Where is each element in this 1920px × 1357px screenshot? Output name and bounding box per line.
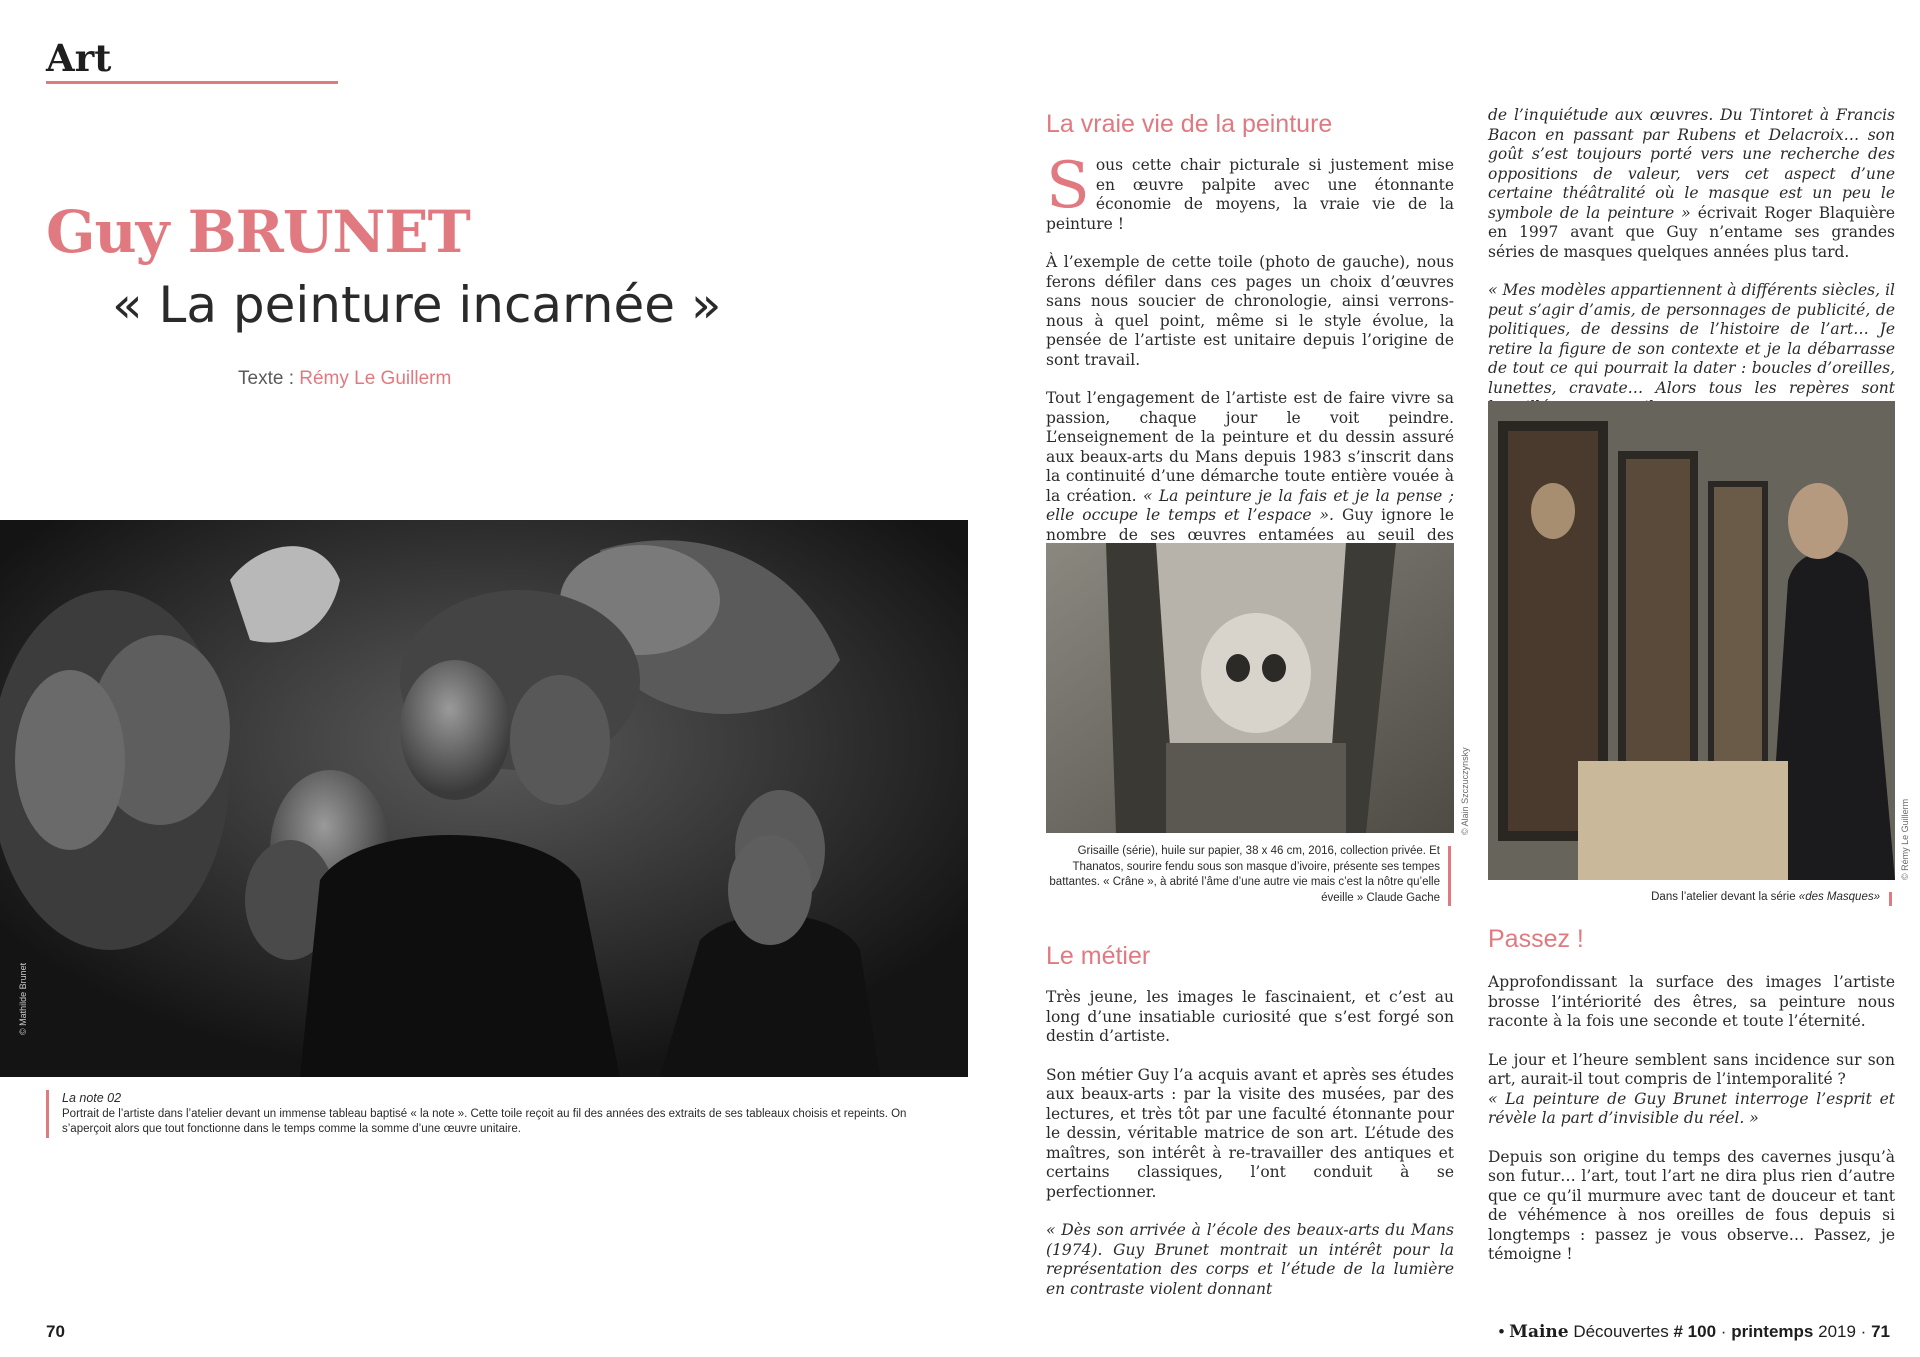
column-2-top <box>1488 106 1895 437</box>
paragraph-3: Tout l’engagement de l’artiste est de faire vivre sa passion, chaque jour le voit peindre. L’enseignement de la peinture et du dessin assuré aux beaux-arts du Mans depuis 1983 s’inscrit dans la continuité d’une démarche toute entière vouée à la création. « La peinture je la fais et je la pense ; elle occupe le temps et l’espace ». Guy ignore le nombre de ses œuvres entamées au seuil des <box>1046 389 1454 544</box>
photo-atelier <box>1488 401 1895 880</box>
heading-vraie-vie: La vraie vie de la peinture <box>1046 110 1333 138</box>
column-1-bottom <box>1046 988 1454 1318</box>
footer-mag: Découvertes <box>1573 1322 1669 1341</box>
article-headline: Guy BRUNET <box>46 198 470 266</box>
paragraph-10: Le jour et l’heure semblent sans incidence sur son art, aurait-il tout compris de l’intemporalité ? « La peinture de Guy Brunet interroge l’esprit et révèle la part d’invisible du réel. » <box>1488 1050 1895 1127</box>
main-photo-image <box>0 520 968 1077</box>
main-photo-caption-text: Portrait de l’artiste dans l’atelier devant un immense tableau baptisé « la note ». Cette toile reçoit au fil des années des extraits de ses tableaux choisis et repeints. On s’aperçoit alors que tout fonctionne dans le temps comme la somme d’une œuvre unitaire. <box>62 1107 907 1136</box>
photo-atelier-credit: © Rémy Le Guillerm <box>1900 798 1910 880</box>
article-subtitle: « La peinture incarnée » <box>112 276 722 334</box>
page-number-left: 70 <box>46 1322 65 1341</box>
byline <box>238 368 451 390</box>
paragraph-6: « Dès son arrivée à l’école des beaux-arts du Mans (1974). Guy Brunet montrait un intérêt pour la représentation des corps et l’étude de la lumière en contraste violent donnant <box>1046 1221 1454 1298</box>
photo-grisaille-credit: © Alain Szczuczynsky <box>1460 747 1470 835</box>
paragraph-2: À l’exemple de cette toile (photo de gauche), nous ferons défiler dans ces pages un choix d’œuvres sans nous soucier de chronologie, ainsi verrons-nous à quel point, même si le style évolue, la pensée de l’artiste est unitaire depuis l’origine de sont travail. <box>1046 253 1454 369</box>
footer-year: 2019 <box>1818 1322 1856 1341</box>
main-photo-caption <box>46 1090 912 1138</box>
section-rule <box>46 81 338 84</box>
byline-author: Rémy Le Guillerm <box>299 368 452 389</box>
main-photo <box>0 520 968 1077</box>
footer-brand: Maine <box>1509 1322 1569 1342</box>
paragraph-9: Approfondissant la surface des images l’artiste brosse l’intériorité des êtres, sa peinture nous raconte à la fois une seconde et toute l’éternité. <box>1488 973 1895 1030</box>
heading-metier: Le métier <box>1046 942 1151 970</box>
caption-accent-bar <box>1448 846 1451 906</box>
photo-atelier-caption: Dans l’atelier devant la série «des Masques» <box>1651 891 1880 903</box>
heading-passez: Passez ! <box>1488 925 1584 953</box>
photo-grisaille <box>1046 543 1454 833</box>
photo-atelier-image <box>1488 401 1895 880</box>
footer-right: • Maine Découvertes # 100 · printemps 2019 · 71 <box>1498 1322 1890 1342</box>
footer-issue: # 100 <box>1673 1322 1717 1341</box>
photo-grisaille-caption: Grisaille (série), huile sur papier, 38 x 46 cm, 2016, collection privée. Et Thanatos, sourire fendu sous son masque d’ivoire, présente ses tempes battantes. « Crâne », à abrité l’âme d’une autre vie mais c’est la nôtre qu’elle éveille » Claude Gache <box>1049 845 1440 904</box>
caption-accent-bar <box>1889 892 1892 906</box>
main-photo-credit: © Mathilde Brunet <box>18 962 28 1035</box>
section-title: Art <box>46 36 112 80</box>
main-photo-caption-title: La note 02 <box>62 1091 122 1105</box>
photo-grisaille-image <box>1046 543 1454 833</box>
byline-label: Texte : <box>238 368 300 389</box>
drop-cap: S <box>1046 149 1090 223</box>
paragraph-4: Très jeune, les images le fascinaient, et c’est au long d’une insatiable curiosité que s’est forgé son destin d’artiste. <box>1046 988 1454 1045</box>
footer-season: printemps <box>1731 1322 1814 1341</box>
paragraph-8: « Mes modèles appartiennent à différents siècles, il peut s’agir d’amis, de personnages de publicité, de politiques, de dessins de l’histoire de l’art… Je retire la figure de son contexte et je la débarrasse de tout ce qui pourrait la dater : boucles d’oreilles, lunettes, cravate… Alors tous les repères sont <box>1488 281 1895 397</box>
column-2-bottom <box>1488 973 1895 1284</box>
paragraph-7: de l’inquiétude aux œuvres. Du Tintoret à Francis Bacon en passant par Rubens et Delacroix… son goût s’est toujours porté vers une recherche des oppositions de valeur, vers cet aspect d’une certaine théâtralité où le masque est un peu le symbole de la peinture » écrivait Roger Blaquière en 1997 avant que Guy n’entame ses grandes séries de masques quelques années plus tard. <box>1488 106 1895 261</box>
paragraph-intro: Sous cette chair picturale si justement mise en œuvre palpite avec une étonnante économie de moyens, la vraie vie de la peinture ! <box>1046 149 1454 233</box>
page-number-right: 71 <box>1871 1322 1890 1341</box>
paragraph-5: Son métier Guy l’a acquis avant et après ses études aux beaux-arts : par la visite des musées, par des lectures, et très tôt par une faculté étonnante pour le dessin, véritable matrice de son art. L’étude des maîtres, son intérêt à re-travailler des antiques et certains classiques, l’ont conduit à se perfectionner. <box>1046 1065 1454 1201</box>
paragraph-11: Depuis son origine du temps des cavernes jusqu’à son futur… l’art, tout l’art ne dira plus rien d’autre que ce qu’il murmure avec tant de douceur et tant de véhémence à nos oreilles de fous depuis si longtemps : passez je vous observe… Passez, je témoigne ! <box>1488 1147 1895 1263</box>
